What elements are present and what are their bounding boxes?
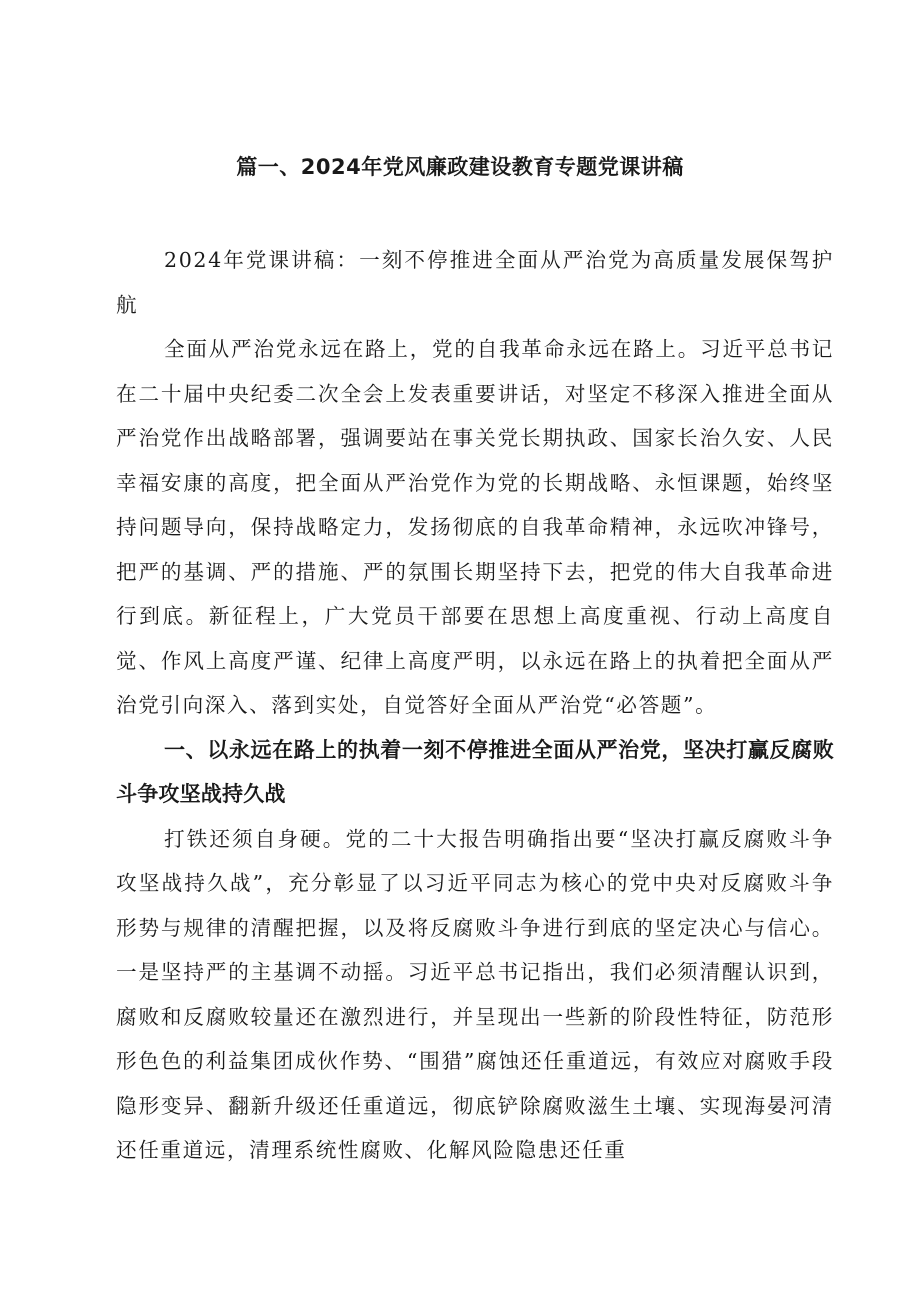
lecture-subtitle: 2024年党课讲稿：一刻不停推进全面从严治党为高质量发展保驾护航 <box>116 248 834 317</box>
document-body <box>116 238 834 1173</box>
section-heading-1: 一、以永远在路上的执着一刻不停推进全面从严治党，坚决打赢反腐败斗争攻坚战持久战 <box>116 737 834 806</box>
body-paragraph-2: 打铁还须自身硬。党的二十大报告明确指出要“坚决打赢反腐败斗争攻坚战持久战”，充分彰显了以习近平同志为核心的党中央对反腐败斗争形势与规律的清醒把握，以及将反腐败斗争进行到底的坚定决心与信心。一是坚持严的主基调不动摇。习近平总书记指出，我们必须清醒认识到，腐败和反腐败较量还在激烈进行，并呈现出一些新的阶段性特征，防范形形色色的利益集团成伙作势、“围猎”腐蚀还任重道远，有效应对腐败手段隐形变异、翻新升级还任重道远，彻底铲除腐败滋生土壤、实现海晏河清还任重道远，清理系统性腐败、化解风险隐患还任重 <box>116 826 834 1162</box>
document-title: 篇一、2024年党风廉政建设教育专题党课讲稿 <box>236 155 684 179</box>
body-paragraph-1: 全面从严治党永远在路上，党的自我革命永远在路上。习近平总书记在二十届中央纪委二次全会上发表重要讲话，对坚定不移深入推进全面从严治党作出战略部署，强调要站在事关党长期执政、国家长治久安、人民幸福安康的高度，把全面从严治党作为党的长期战略、永恒课题，始终坚持问题导向，保持战略定力，发扬彻底的自我革命精神，永远吹冲锋号，把严的基调、严的措施、严的氛围长期坚持下去，把党的伟大自我革命进行到底。新征程上，广大党员干部要在思想上高度重视、行动上高度自觉、作风上高度严谨、纪律上高度严明，以永远在路上的执着把全面从严治党引向深入、落到实处，自觉答好全面从严治党“必答题”。 <box>116 337 834 717</box>
